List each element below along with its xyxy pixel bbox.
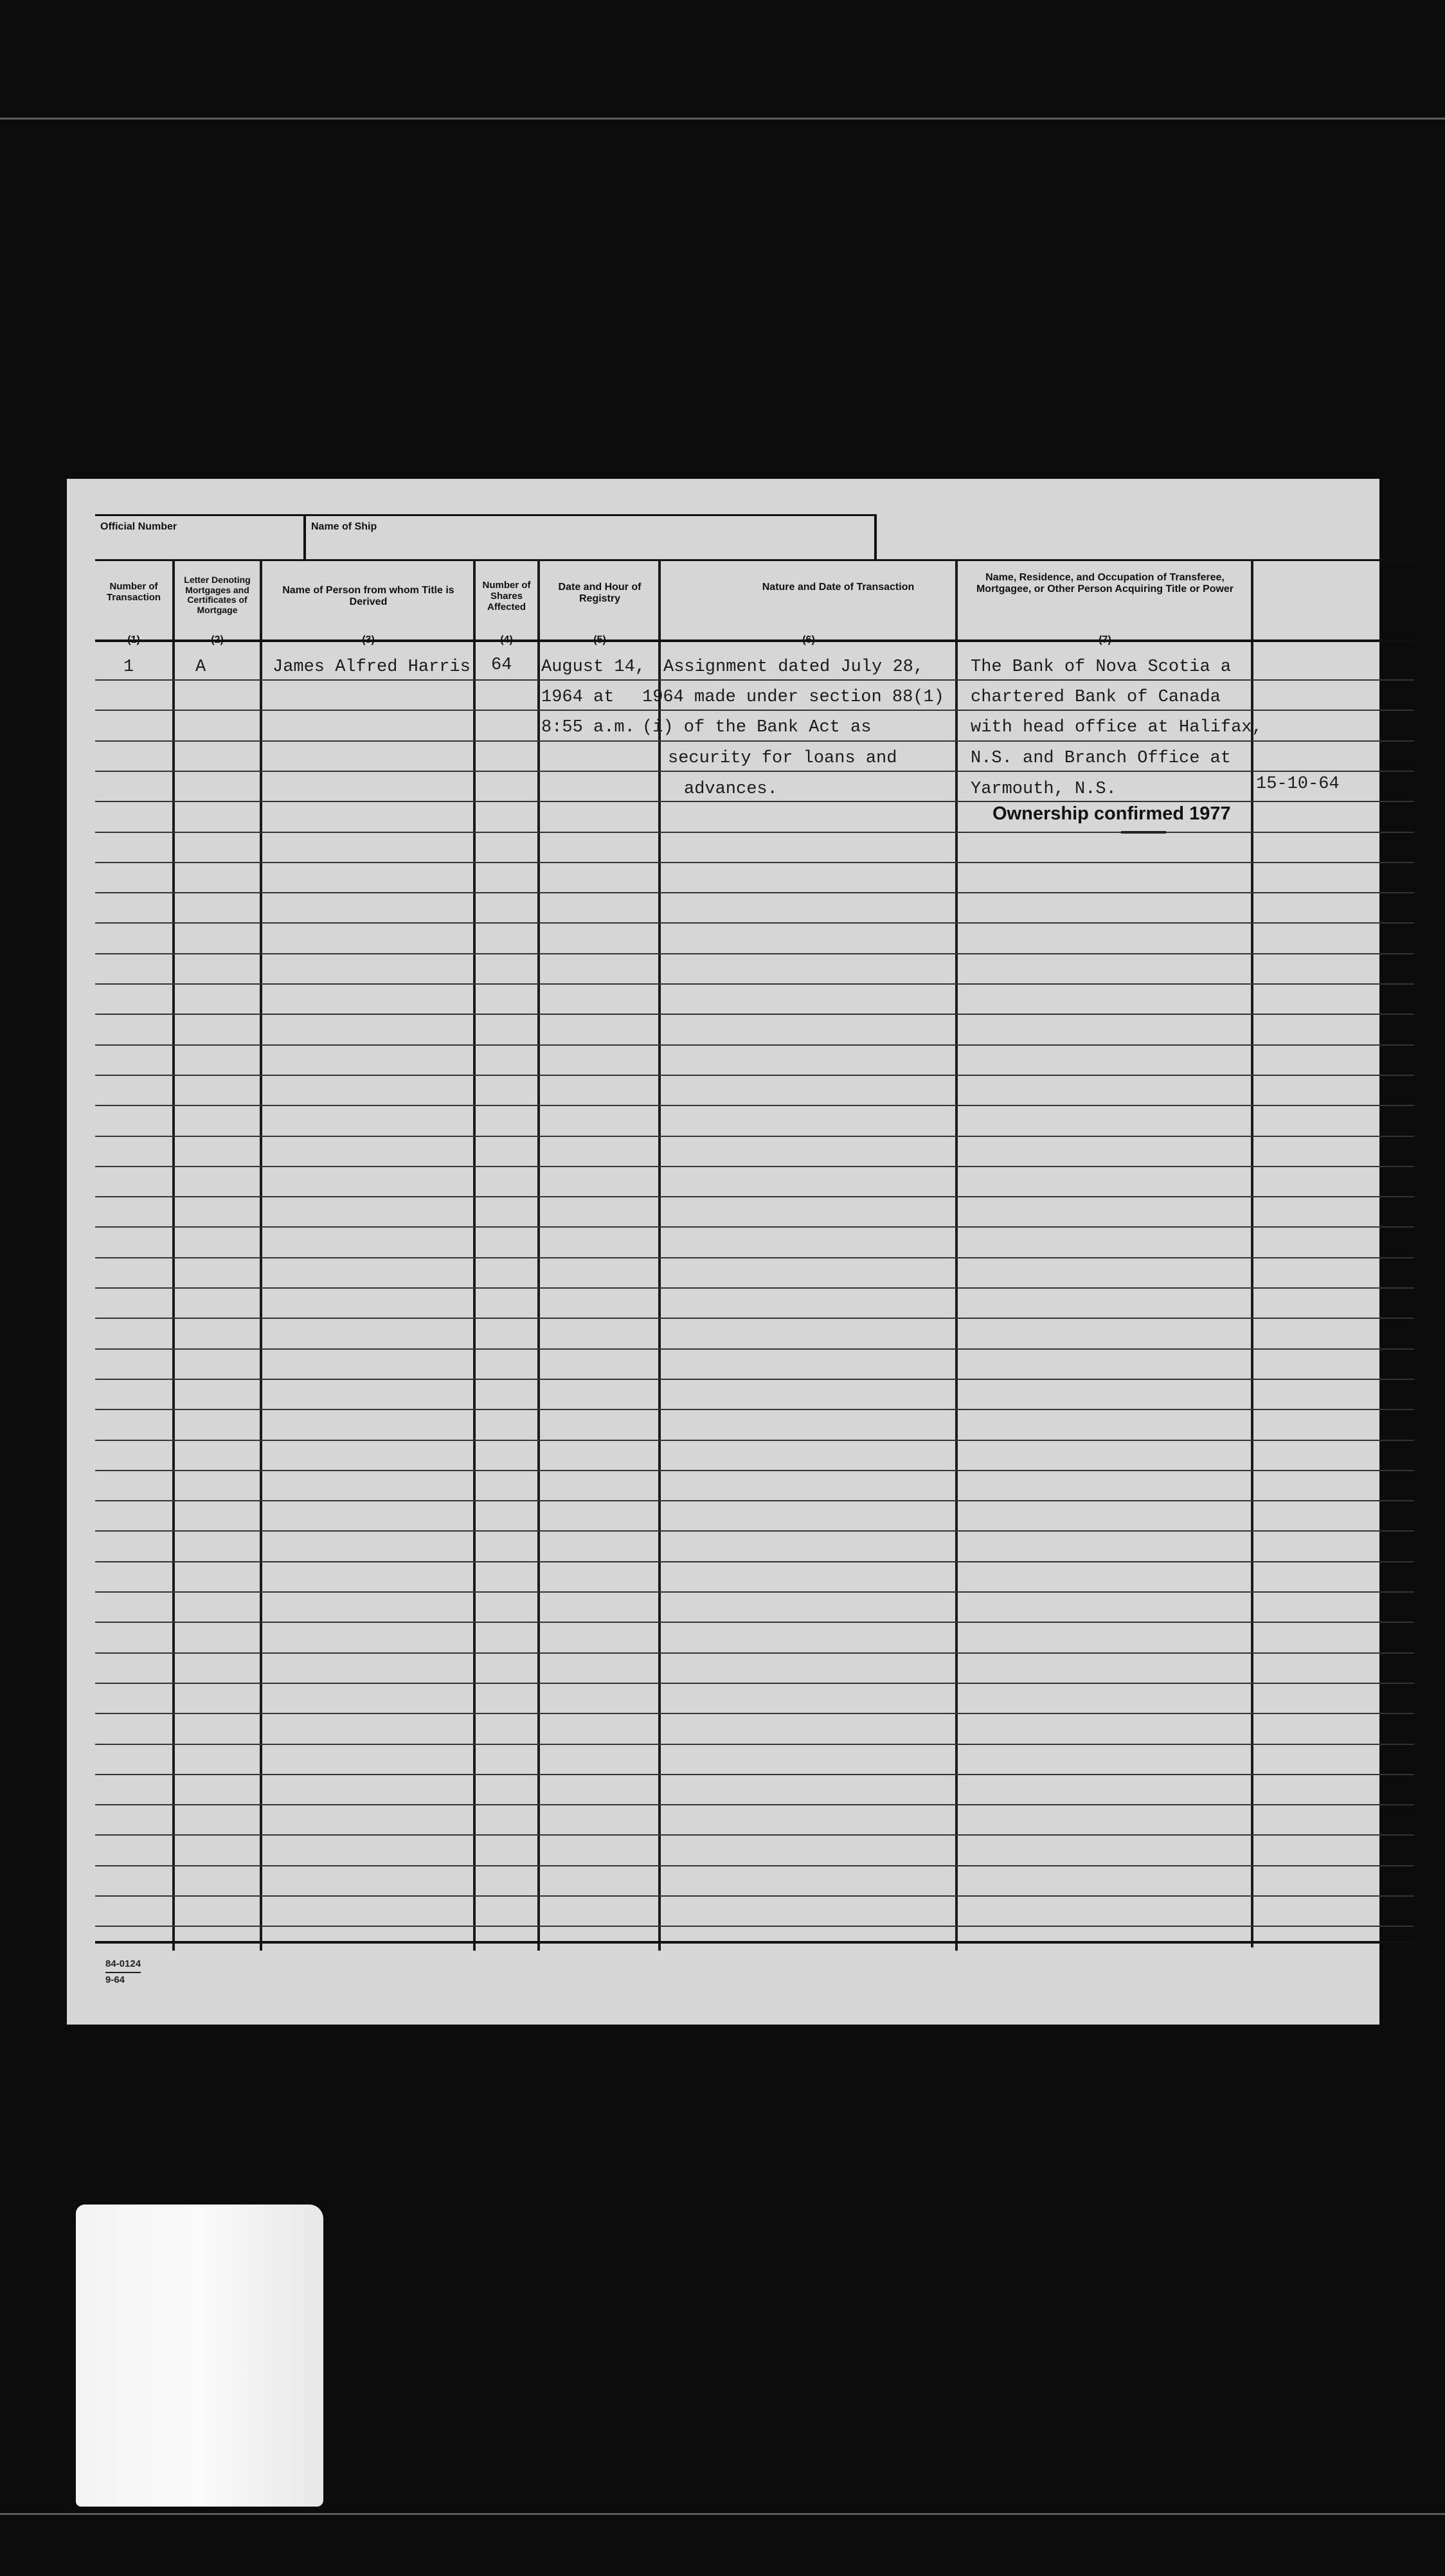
film-edge-top — [0, 118, 1445, 120]
entry-acquirer-line-2: chartered Bank of Canada — [971, 688, 1221, 707]
entry-registry-line-2: 1964 at — [541, 688, 615, 707]
entry-nature-line-4: security for loans and — [668, 749, 897, 768]
column-rule-3 — [473, 559, 476, 1951]
ruled-line — [95, 1287, 1414, 1289]
form-number — [105, 1957, 141, 1987]
form-number-date: 9-64 — [105, 1974, 125, 1985]
ruled-line — [95, 1348, 1414, 1350]
column-rule-1 — [172, 559, 175, 1951]
ruled-line — [95, 1834, 1414, 1836]
ruled-line — [95, 1744, 1414, 1745]
ruled-line — [95, 1774, 1414, 1775]
ruled-line — [95, 1591, 1414, 1593]
ruled-line — [95, 1865, 1414, 1866]
ruled-line — [95, 1379, 1414, 1380]
entry-acquirer-line-3: with head office at Halifax, — [971, 718, 1262, 737]
form-number-code: 84-0124 — [105, 1957, 141, 1973]
ruled-line — [95, 1014, 1414, 1015]
ruled-line — [95, 1257, 1414, 1258]
ruled-line — [95, 1409, 1414, 1410]
ruled-line — [95, 740, 1414, 742]
header-box-top — [95, 514, 877, 516]
ruled-line — [95, 1136, 1414, 1137]
ruled-line — [95, 922, 1414, 924]
ship-register-sheet — [67, 479, 1379, 2025]
ruled-line — [95, 1075, 1414, 1076]
col-6-header: Nature and Date of Transaction — [762, 582, 915, 593]
entry-nature-line-3: (i) of the Bank Act as — [642, 718, 872, 737]
ruled-line — [95, 1226, 1414, 1228]
ownership-stamp: Ownership confirmed 1977 — [992, 803, 1231, 824]
ruled-line — [95, 1561, 1414, 1562]
film-edge-bottom — [0, 2513, 1445, 2515]
ruled-line — [95, 1166, 1414, 1167]
ruled-line — [95, 892, 1414, 893]
stamp-underline — [1121, 831, 1166, 834]
ruled-line — [95, 862, 1414, 863]
official-number-label: Official Number — [100, 521, 177, 532]
column-rule-4 — [537, 559, 540, 1951]
entry-letter: A — [195, 657, 206, 677]
col-1-header: Number of Transaction — [106, 581, 161, 603]
entry-registry-line-3: 8:55 a.m. — [541, 718, 635, 737]
col-7-header: Name, Residence, and Occupation of Transferee, Mortgagee, or Other Person Acquiring Title or Power — [976, 572, 1234, 595]
ruled-line — [95, 1895, 1414, 1897]
column-rule-5 — [658, 559, 661, 1951]
header-box-divider — [303, 514, 306, 560]
ruled-line — [95, 1652, 1414, 1654]
ruled-line — [95, 1683, 1414, 1684]
entry-acquirer-line-4: N.S. and Branch Office at — [971, 749, 1232, 768]
ruled-line — [95, 1470, 1414, 1471]
entry-acquirer-line-1: The Bank of Nova Scotia a — [971, 657, 1232, 677]
ruled-line — [95, 801, 1414, 802]
ruled-line — [95, 710, 1414, 711]
entry-nature-line-2: 1964 made under section 88(1) — [642, 688, 944, 707]
entry-registry-line-1: August 14, — [541, 657, 646, 677]
ruled-line — [95, 1318, 1414, 1319]
ruled-line — [95, 679, 1414, 681]
ruled-line — [95, 1622, 1414, 1623]
entry-margin-date: 15-10-64 — [1256, 774, 1340, 794]
entry-nature-line-1: Assignment dated July 28, — [663, 657, 924, 677]
bottom-rule — [95, 1941, 1414, 1944]
ruled-line — [95, 1044, 1414, 1046]
entry-nature-line-5: advances. — [684, 780, 778, 799]
entry-number: 1 — [123, 657, 134, 677]
entry-shares: 64 — [491, 656, 512, 675]
col-3-header: Name of Person from whom Title is Derived — [282, 585, 454, 607]
ruled-line — [95, 1926, 1414, 1927]
column-rule-6 — [955, 559, 958, 1951]
ruled-line — [95, 1500, 1414, 1501]
col-2-header: Letter Denoting Mortgages and Certificates of Mortgage — [184, 575, 251, 616]
ruled-line — [95, 1530, 1414, 1532]
ruled-line — [95, 953, 1414, 954]
ruled-line — [95, 1196, 1414, 1197]
name-of-ship-label: Name of Ship — [311, 521, 377, 532]
column-rule-2 — [260, 559, 262, 1951]
entry-acquirer-line-5: Yarmouth, N.S. — [971, 780, 1117, 799]
col-4-header: Number of Shares Affected — [482, 580, 531, 613]
ruled-line — [95, 983, 1414, 985]
entry-from-person: James Alfred Harris — [273, 657, 471, 677]
column-rule-7 — [1251, 559, 1253, 1947]
ruled-line — [95, 1804, 1414, 1805]
film-leader-patch — [76, 2205, 323, 2507]
ruled-line — [95, 1105, 1414, 1106]
ruled-line — [95, 1713, 1414, 1714]
ruled-line — [95, 1440, 1414, 1441]
ruled-line — [95, 771, 1414, 772]
ruled-line — [95, 832, 1414, 833]
header-box-right — [874, 514, 877, 560]
header-rule — [95, 640, 1414, 642]
col-5-header: Date and Hour of Registry — [558, 582, 642, 604]
header-box-bottom — [95, 559, 1414, 561]
